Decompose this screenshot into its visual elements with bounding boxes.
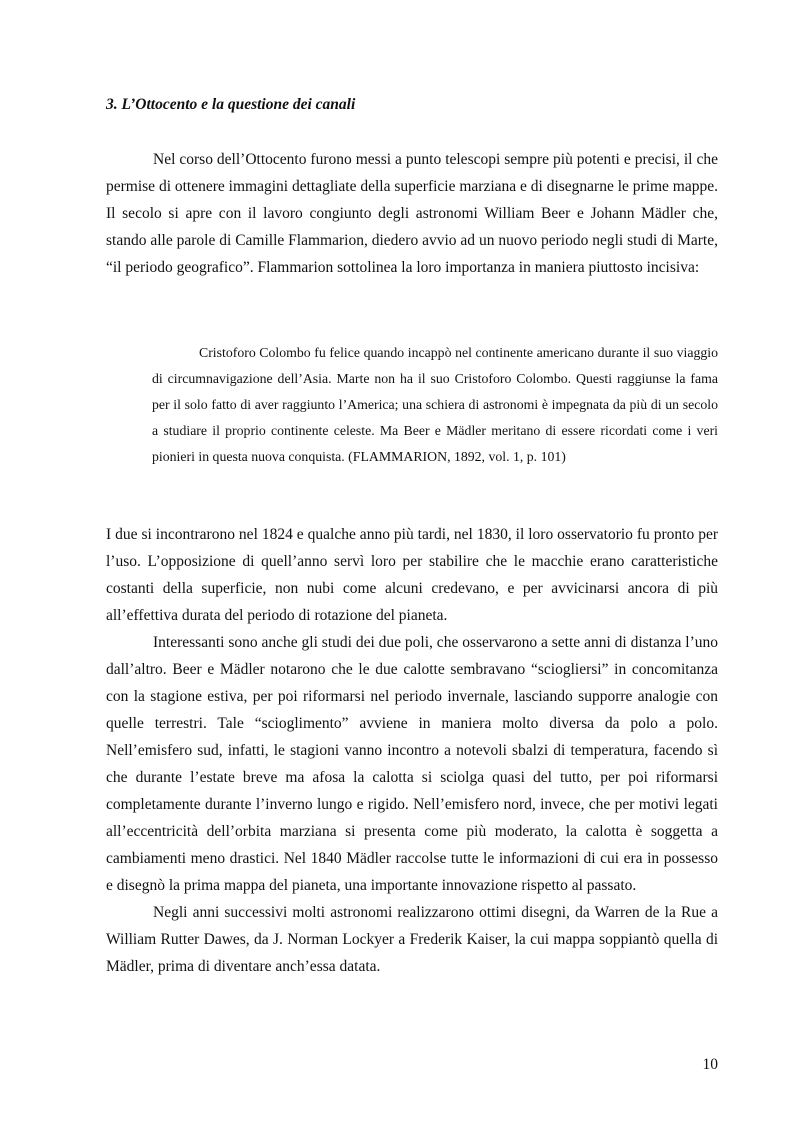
paragraph-poles: Interessanti sono anche gli studi dei due poli, che osservarono a sette anni di distanza l’uno dall’altro. Beer e Mädler notarono che le due calotte sembravano “sciogliersi” in concomitanza con la stagione estiva, per poi riformarsi nel periodo invernale, lasciando supporre analogie con quelle terrestri. Tale “scioglimento” avviene in maniera molto diversa da polo a polo. Nell’emisfero sud, infatti, le stagioni vanno incontro a notevoli sbalzi di temperatura, facendo sì che durante l’estate breve ma afosa la calotta si sciolga quasi del tutto, per poi riformarsi completamente durante l’inverno lungo e rigido. Nell’emisfero nord, invece, che per motivi legati all’eccentricità dell’orbita marziana si presenta come più moderato, la calotta è soggetta a cambiamenti meno drastici. Nel 1840 Mädler raccolse tutte le informazioni di cui era in possesso e disegnò la prima mappa del pianeta, una importante innovazione rispetto al passato.	[106, 634, 718, 894]
quote-text: Cristoforo Colombo fu felice quando incappò nel continente americano durante il suo viaggio di circumnavigazione dell’Asia. Marte non ha il suo Cristoforo Colombo. Questi raggiunse la fama per il solo fatto di aver raggiunto l’America; una schiera di astronomi è impegnata da più di un secolo a studiare il proprio continente celeste. Ma Beer e Mädler meritano di essere ricordati come i veri pionieri in questa nuova conquista. (FLAMMARION, 1892, vol. 1, p. 101)	[152, 345, 718, 464]
intro-text	[106, 146, 718, 281]
page-number: 10	[702, 1056, 718, 1073]
paragraph-later-astronomers: Negli anni successivi molti astronomi realizzarono ottimi disegni, da Warren de la Rue a William Rutter Dawes, da J. Norman Lockyer a Frederik Kaiser, la cui mappa soppiantò quella di Mädler, prima di diventare anch’essa datata.	[106, 904, 718, 975]
block-quote	[152, 340, 718, 470]
section-title: 3. L’Ottocento e la questione dei canali	[106, 96, 356, 113]
document-page	[106, 0, 718, 1123]
paragraph-observatory: I due si incontrarono nel 1824 e qualche anno più tardi, nel 1830, il loro osservatorio fu pronto per l’uso. L’opposizione di quell’anno servì loro per stabilire che le macchie erano caratteristiche costanti della superficie, non nubi come alcuni credevano, e per avvicinarsi ancora di più all’effettiva durata del periodo di rotazione del pianeta.	[106, 526, 718, 624]
main-text	[106, 521, 718, 980]
paragraph-intro: Nel corso dell’Ottocento furono messi a punto telescopi sempre più potenti e precisi, il che permise di ottenere immagini dettagliate della superficie marziana e di disegnarne le prime mappe. Il secolo si apre con il lavoro congiunto degli astronomi William Beer e Johann Mädler che, stando alle parole di Camille Flammarion, diedero avvio ad un nuovo periodo negli studi di Marte, “il periodo geografico”. Flammarion sottolinea la loro importanza in maniera piuttosto incisiva:	[106, 151, 719, 276]
